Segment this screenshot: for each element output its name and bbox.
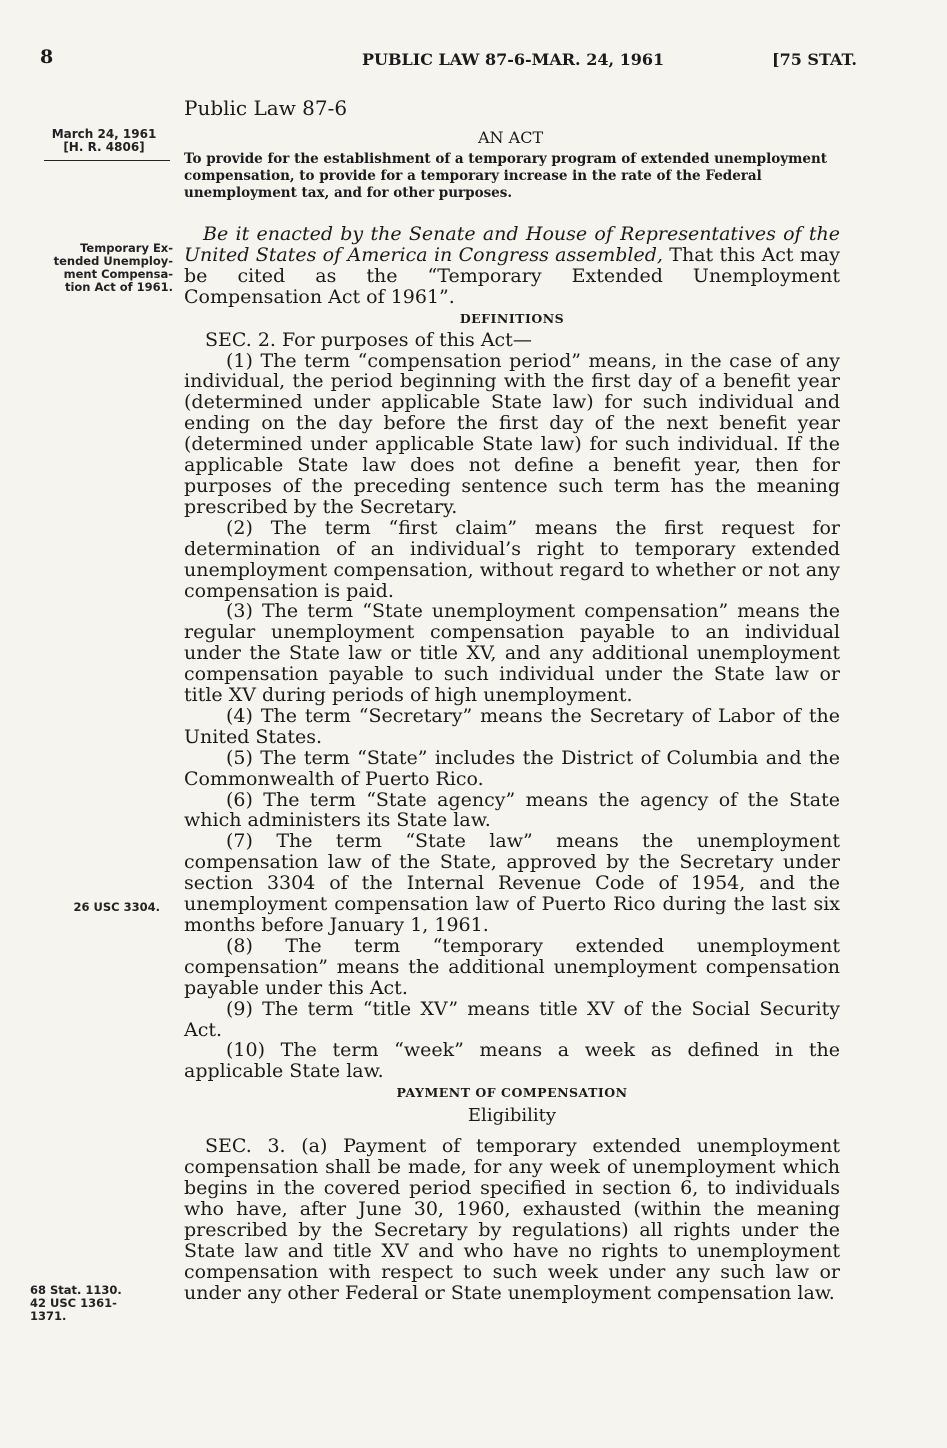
stat-reference: [75 STAT. xyxy=(772,50,857,69)
purpose-clause: To provide for the establishment of a temporary program of extended unemployment compensation, to provide for a temporary increase in the rate of the Federal unemployment tax, and for other purposes. xyxy=(184,151,828,201)
definitions-heading: DEFINITIONS xyxy=(459,310,565,326)
definition-item: (2) The term “first claim” means the first request for determination of an individual’s right to temporary extended unemployment compensation, without regard to whether or not any compensation is paid. xyxy=(184,516,840,602)
stat-ref-line: 42 USC 1361- xyxy=(30,1296,117,1310)
stat-ref-line: 68 Stat. 1130. xyxy=(30,1283,122,1297)
short-title-line: tion Act of 1961. xyxy=(64,280,173,294)
definition-item: (4) The term “Secretary” means the Secretary of Labor of the United States. xyxy=(184,704,840,748)
definition-item: (7) The term “State law” means the unemployment compensation law of the State, approved by the Secretary under section 3304 of the Internal Revenue Code of 1954, and the unemployment compensation law of Puerto Rico during the last six months before January 1, 1961. xyxy=(184,830,840,936)
definition-item: (8) The term “temporary extended unemployment compensation” means the additional unemployment compensation payable under this Act. xyxy=(184,934,840,999)
section-3a: SEC. 3. (a) Payment of temporary extended unemployment compensation shall be made, for any week of unemployment which begins in the covered period specified in section 6, to individuals who have, after June 30, 1960, exhausted (within the meaning prescribed by the Secretary by regulations) all rights under the State law and title XV and who have no rights to unemployment compensation with respect to such week under any such law or under any other Federal or State unemployment compensation law. xyxy=(184,1135,840,1304)
bill-number: [H. R. 4806] xyxy=(63,140,145,154)
margin-rule xyxy=(44,160,170,161)
payment-heading: PAYMENT OF COMPENSATION xyxy=(396,1085,628,1101)
margin-note-short-title xyxy=(30,242,173,294)
definition-item: (9) The term “title XV” means title XV of the Social Security Act. xyxy=(184,997,840,1041)
law-title: Public Law 87-6 xyxy=(184,96,348,120)
margin-note-stat-reference xyxy=(30,1284,175,1323)
margin-note-usc-3304: 26 USC 3304. xyxy=(73,900,160,914)
definition-item: (10) The term “week” means a week as defined in the applicable State law. xyxy=(184,1039,840,1083)
short-title-line: ment Compensa- xyxy=(63,267,173,281)
definition-item: (1) The term “compensation period” means, in the case of any individual, the period beginning with the first day of a benefit year (determined under applicable State law) for such individual and ending on the day before the first day of the next benefit year (determined under applicable State law) for such individual. If the applicable State law does not define a benefit year, then for purposes of the preceding sentence such term has the meaning prescribed by the Secretary. xyxy=(184,349,840,518)
enacting-italic: Be it enacted by the Senate and House of Representatives of the United States of America in Congress assembled, xyxy=(184,223,840,266)
enacting-rest: That this Act may be cited as the “Temporary Extended Unemployment Compensation Act of 1961”. xyxy=(184,243,840,308)
definition-item: (5) The term “State” includes the District of Columbia and the Commonwealth of Puerto Rico. xyxy=(184,746,840,790)
short-title-line: Temporary Ex- xyxy=(80,241,173,255)
act-body xyxy=(184,224,840,1304)
act-heading: AN ACT xyxy=(478,128,544,147)
enactment-date: March 24, 1961 xyxy=(51,127,157,141)
enacting-clause xyxy=(184,224,840,308)
definition-item: (6) The term “State agency” means the agency of the State which administers its State law. xyxy=(184,788,840,832)
running-title: PUBLIC LAW 87-6-MAR. 24, 1961 xyxy=(362,50,665,69)
section-2-intro: SEC. 2. For purposes of this Act— xyxy=(205,328,532,351)
margin-note-date xyxy=(44,128,164,154)
short-title-line: tended Unemploy- xyxy=(53,254,173,268)
eligibility-heading: Eligibility xyxy=(467,1105,557,1127)
stat-ref-line: 1371. xyxy=(30,1309,67,1323)
definition-item: (3) The term “State unemployment compensation” means the regular unemployment compensation payable to an individual under the State law or title XV, and any additional unemployment compensation payable to such individual under the State law or title XV during periods of high unemployment. xyxy=(184,600,840,707)
page-number: 8 xyxy=(40,46,54,68)
